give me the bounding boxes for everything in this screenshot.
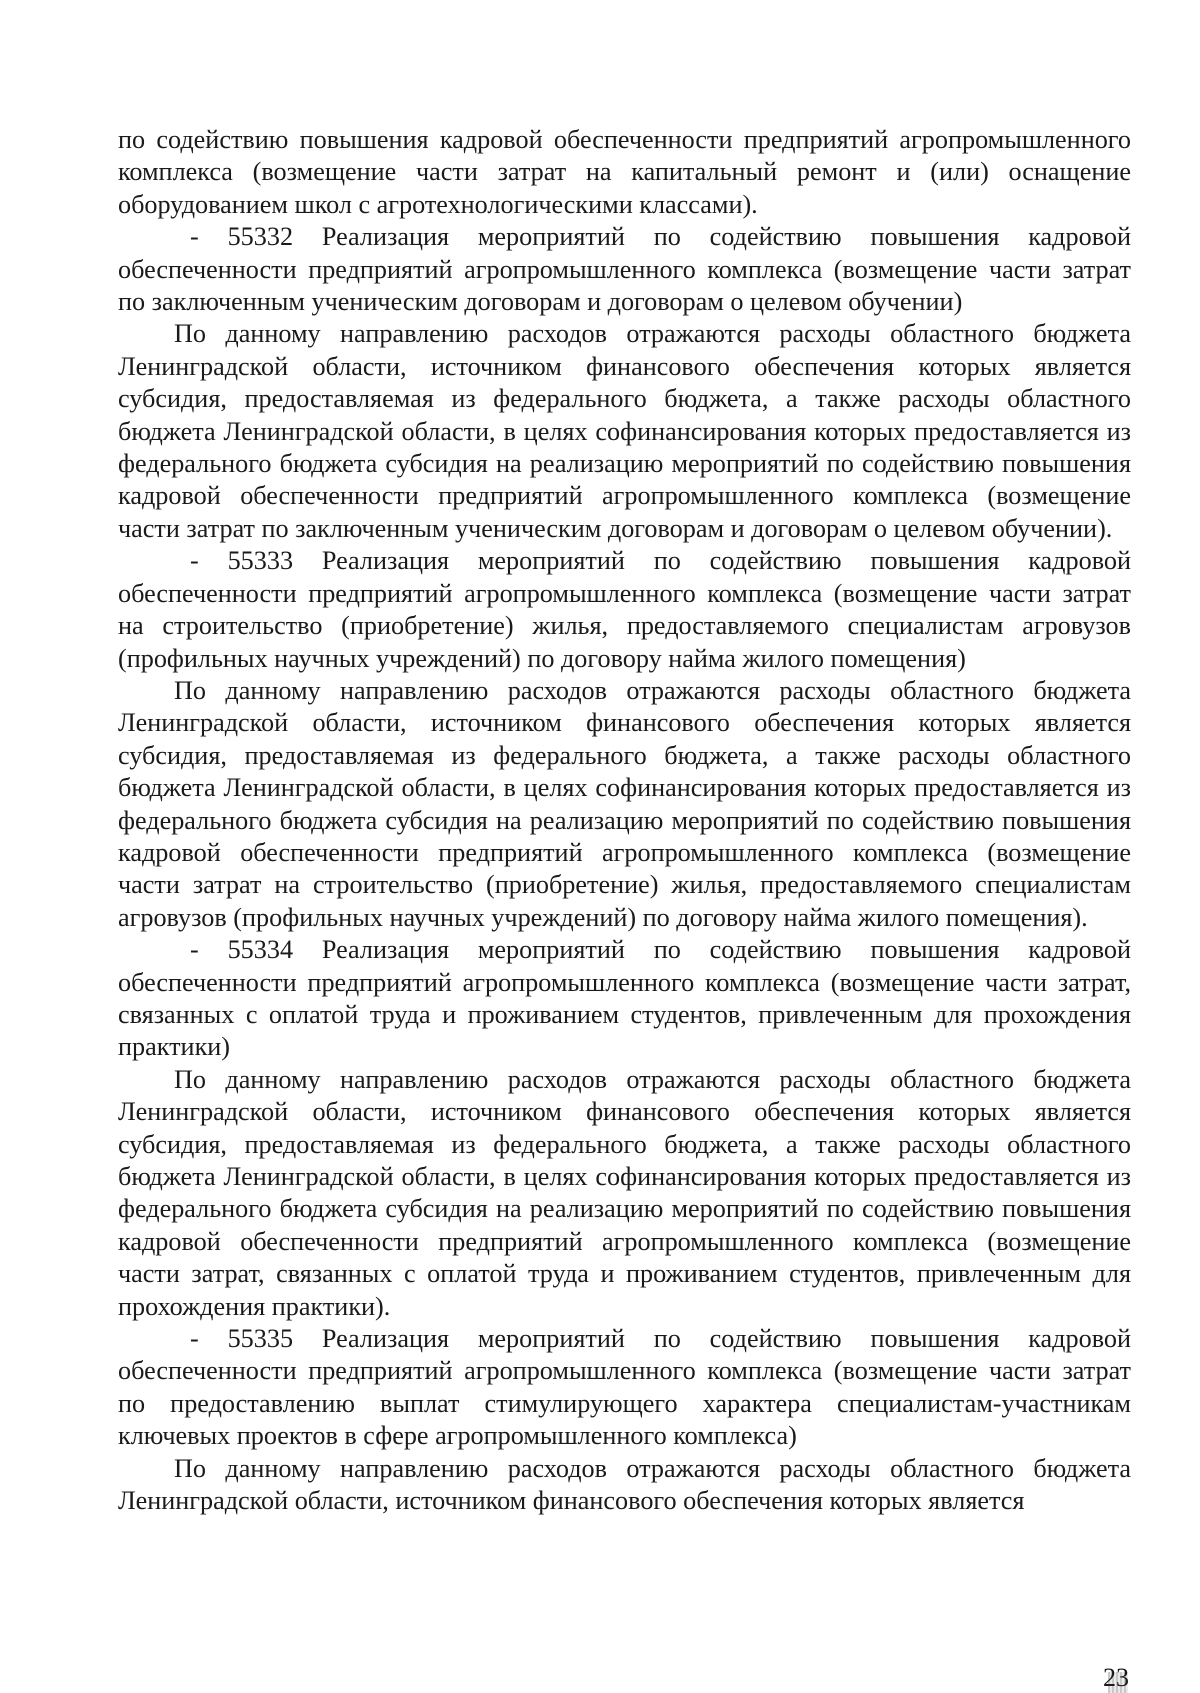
list-item-55334: - 55334 Реализация мероприятий по содействию повышения кадровой обеспеченности предприятий агропромышленного комплекса (возмещение части затрат, связанных с оплатой труда и проживанием студентов, привлеченным для прохождения практики) (118, 935, 1131, 1062)
document-body (118, 124, 1131, 1517)
paragraph-continuation: по содействию повышения кадровой обеспеченности предприятий агропромышленного комплекса (возмещение части затрат на капитальный ремонт и (или) оснащение оборудованием школ с агротехнологическими классами). (118, 125, 1131, 219)
list-item-55332: - 55332 Реализация мероприятий по содействию повышения кадровой обеспеченности предприятий агропромышленного комплекса (возмещение части затрат по заключенным ученическим договорам и договорам о целевом обучении) (118, 222, 1131, 317)
list-item-55335: - 55335 Реализация мероприятий по содействию повышения кадровой обеспеченности предприятий агропромышленного комплекса (возмещение части затрат по предоставлению выплат стимулирующего характера специалистам-участникам ключевых проектов в сфере агропромышленного комплекса) (118, 1324, 1131, 1451)
page-number: 23 (1103, 1663, 1129, 1692)
list-item-55333: - 55333 Реализация мероприятий по содействию повышения кадровой обеспеченности предприятий агропромышленного комплекса (возмещение части затрат на строительство (приобретение) жилья, предоставляемого специалистам агровузов (профильных научных учреждений) по договору найма жилого помещения) (118, 546, 1131, 673)
paragraph-description-55333: По данному направлению расходов отражаются расходы областного бюджета Ленинградской области, источником финансового обеспечения которых является субсидия, предоставляемая из федерального бюджета, а также расходы областного бюджета Ленинградской области, в целях софинансирования которых предоставляется из федерального бюджета субсидия на реализацию мероприятий по содействию повышения кадровой обеспеченности предприятий агропромышленного комплекса (возмещение части затрат на строительство (приобретение) жилья, предоставляемого специалистам агровузов (профильных научных учреждений) по договору найма жилого помещения). (118, 675, 1131, 932)
paragraph-description-55332: По данному направлению расходов отражаются расходы областного бюджета Ленинградской области, источником финансового обеспечения которых является субсидия, предоставляемая из федерального бюджета, а также расходы областного бюджета Ленинградской области, в целях софинансирования которых предоставляется из федерального бюджета субсидия на реализацию мероприятий по содействию повышения кадровой обеспеченности предприятий агропромышленного комплекса (возмещение части затрат по заключенным ученическим договорам и договорам о целевом обучении). (118, 319, 1131, 543)
paragraph-description-55335: По данному направлению расходов отражаются расходы областного бюджета Ленинградской области, источником финансового обеспечения которых является (118, 1453, 1131, 1516)
paragraph-description-55334: По данному направлению расходов отражаются расходы областного бюджета Ленинградской области, источником финансового обеспечения которых является субсидия, предоставляемая из федерального бюджета, а также расходы областного бюджета Ленинградской области, в целях софинансирования которых предоставляется из федерального бюджета субсидия на реализацию мероприятий по содействию повышения кадровой обеспеченности предприятий агропромышленного комплекса (возмещение части затрат, связанных с оплатой труда и проживанием студентов, привлеченным для прохождения практики). (118, 1064, 1131, 1321)
